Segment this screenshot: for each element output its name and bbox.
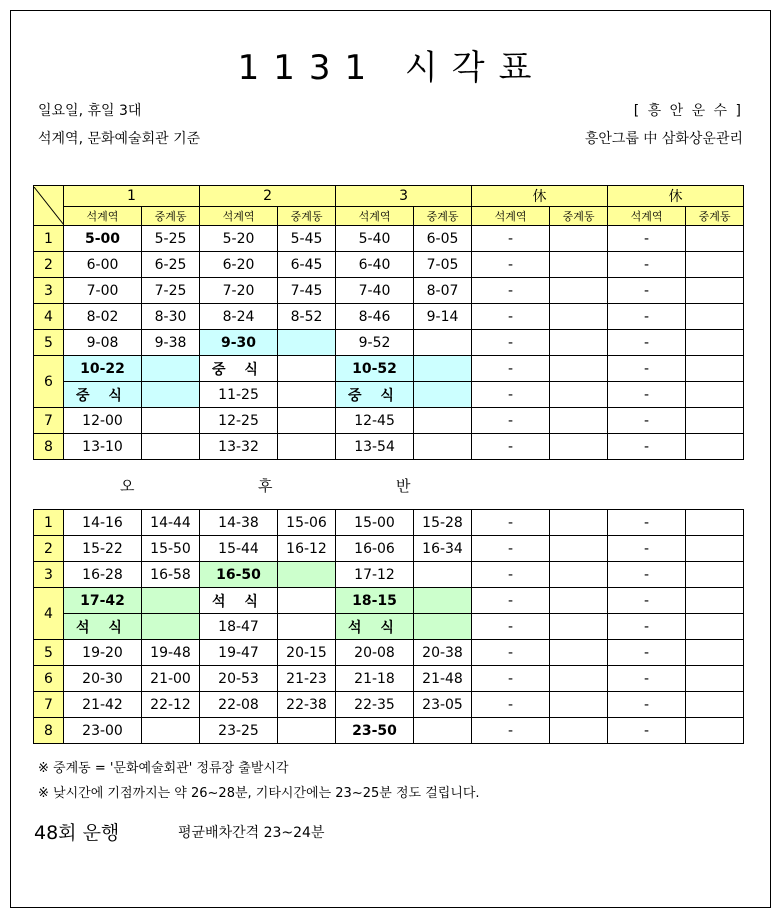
- lunch-break-cell: 중 식: [200, 356, 278, 382]
- time-cell: -: [608, 408, 686, 434]
- time-cell: [686, 562, 744, 588]
- row-number: 3: [34, 562, 64, 588]
- time-cell: [278, 330, 336, 356]
- time-cell: 7-00: [64, 278, 142, 304]
- time-cell: [686, 666, 744, 692]
- time-cell: -: [608, 382, 686, 408]
- time-cell: [414, 408, 472, 434]
- table-row: [34, 536, 744, 562]
- time-cell: [278, 356, 336, 382]
- corner-cell: [34, 186, 64, 226]
- time-cell: [142, 588, 200, 614]
- time-cell: 7-20: [200, 278, 278, 304]
- row-number: 2: [34, 536, 64, 562]
- row-number: 3: [34, 278, 64, 304]
- time-cell: -: [608, 536, 686, 562]
- time-cell: 13-32: [200, 434, 278, 460]
- subheader: 석계역: [200, 207, 278, 226]
- time-cell: 22-35: [336, 692, 414, 718]
- time-cell: 20-15: [278, 640, 336, 666]
- time-cell: 7-40: [336, 278, 414, 304]
- time-cell: 9-52: [336, 330, 414, 356]
- time-cell: [142, 408, 200, 434]
- time-cell: 20-38: [414, 640, 472, 666]
- time-cell: 17-42: [64, 588, 142, 614]
- table-row: [34, 510, 744, 536]
- row-number: 5: [34, 640, 64, 666]
- time-cell: [686, 614, 744, 640]
- company-name: [ 흥 안 운 수 ]: [633, 103, 743, 119]
- time-cell: 16-06: [336, 536, 414, 562]
- time-cell: 5-25: [142, 226, 200, 252]
- group-header: 1: [64, 186, 200, 207]
- time-cell: [686, 408, 744, 434]
- time-cell: 23-50: [336, 718, 414, 744]
- time-cell: -: [608, 252, 686, 278]
- time-cell: 20-30: [64, 666, 142, 692]
- time-cell: -: [472, 536, 550, 562]
- time-cell: -: [608, 692, 686, 718]
- time-cell: 9-38: [142, 330, 200, 356]
- time-cell: -: [608, 226, 686, 252]
- time-cell: 11-25: [200, 382, 278, 408]
- time-cell: 8-52: [278, 304, 336, 330]
- dinner-break-cell: 석 식: [64, 614, 142, 640]
- time-cell: 7-45: [278, 278, 336, 304]
- time-cell: [550, 536, 608, 562]
- time-cell: 19-48: [142, 640, 200, 666]
- time-cell: 13-10: [64, 434, 142, 460]
- time-cell: [550, 692, 608, 718]
- dinner-break-cell: 석 식: [336, 614, 414, 640]
- table-row: [34, 252, 744, 278]
- time-cell: 18-47: [200, 614, 278, 640]
- time-cell: 17-12: [336, 562, 414, 588]
- group-header: 休: [608, 186, 744, 207]
- time-cell: 15-44: [200, 536, 278, 562]
- lunch-break-cell: 중 식: [64, 382, 142, 408]
- time-cell: [686, 304, 744, 330]
- time-cell: [550, 434, 608, 460]
- time-cell: [550, 330, 608, 356]
- lunch-break-cell: 중 식: [336, 382, 414, 408]
- time-cell: 8-24: [200, 304, 278, 330]
- group-header: 休: [472, 186, 608, 207]
- subheader: 중계동: [278, 207, 336, 226]
- group-header: 2: [200, 186, 336, 207]
- time-cell: 8-46: [336, 304, 414, 330]
- time-cell: -: [608, 614, 686, 640]
- time-cell: 14-38: [200, 510, 278, 536]
- time-cell: -: [608, 278, 686, 304]
- time-cell: 19-20: [64, 640, 142, 666]
- time-cell: 16-12: [278, 536, 336, 562]
- time-cell: [550, 252, 608, 278]
- table-row: [34, 692, 744, 718]
- management-info: 흥안그룹 中 삼화상운관리: [584, 131, 743, 147]
- subheader: 석계역: [64, 207, 142, 226]
- time-cell: 8-30: [142, 304, 200, 330]
- table-row: [34, 408, 744, 434]
- time-cell: 15-22: [64, 536, 142, 562]
- time-cell: -: [608, 666, 686, 692]
- time-cell: [414, 718, 472, 744]
- afternoon-timetable: [33, 509, 744, 744]
- time-cell: [686, 356, 744, 382]
- time-cell: [686, 640, 744, 666]
- time-cell: [278, 614, 336, 640]
- subheader: 중계동: [414, 207, 472, 226]
- time-cell: [550, 278, 608, 304]
- time-cell: 6-45: [278, 252, 336, 278]
- time-cell: [414, 382, 472, 408]
- time-cell: 15-00: [336, 510, 414, 536]
- time-cell: [278, 408, 336, 434]
- table-row: [34, 640, 744, 666]
- table-row: [34, 666, 744, 692]
- total-runs: 48회 운행: [34, 822, 120, 844]
- time-cell: [278, 562, 336, 588]
- time-cell: 10-52: [336, 356, 414, 382]
- time-cell: [550, 356, 608, 382]
- row-number: 6: [34, 666, 64, 692]
- time-cell: [686, 382, 744, 408]
- time-cell: -: [472, 640, 550, 666]
- time-cell: -: [472, 330, 550, 356]
- time-cell: 13-54: [336, 434, 414, 460]
- time-cell: -: [608, 588, 686, 614]
- table-row: [34, 304, 744, 330]
- row-number: 2: [34, 252, 64, 278]
- time-cell: 16-58: [142, 562, 200, 588]
- time-cell: 8-02: [64, 304, 142, 330]
- time-cell: -: [472, 356, 550, 382]
- time-cell: [278, 382, 336, 408]
- time-cell: 20-08: [336, 640, 414, 666]
- afternoon-label-3: 반: [396, 477, 411, 495]
- time-cell: -: [608, 304, 686, 330]
- time-cell: 15-06: [278, 510, 336, 536]
- time-cell: 12-00: [64, 408, 142, 434]
- time-cell: [550, 304, 608, 330]
- time-cell: [414, 588, 472, 614]
- time-cell: 12-45: [336, 408, 414, 434]
- time-cell: [550, 640, 608, 666]
- subheader: 중계동: [550, 207, 608, 226]
- time-cell: [550, 382, 608, 408]
- time-cell: 12-25: [200, 408, 278, 434]
- table-row: [34, 382, 744, 408]
- time-cell: [686, 718, 744, 744]
- reference-stops: 석계역, 문화예술회관 기준: [38, 131, 201, 147]
- time-cell: [550, 562, 608, 588]
- row-number: 7: [34, 692, 64, 718]
- time-cell: [142, 356, 200, 382]
- time-cell: -: [472, 252, 550, 278]
- time-cell: 9-08: [64, 330, 142, 356]
- time-cell: 21-23: [278, 666, 336, 692]
- time-cell: -: [472, 304, 550, 330]
- average-interval: 평균배차간격 23~24분: [178, 825, 325, 841]
- time-cell: 9-14: [414, 304, 472, 330]
- time-cell: 8-07: [414, 278, 472, 304]
- note-stop-definition: ※ 중계동 = '문화예술회관' 정류장 출발시각: [38, 761, 289, 776]
- table-row: [34, 226, 744, 252]
- page-title: 1131 시각표: [237, 48, 546, 88]
- time-cell: 6-20: [200, 252, 278, 278]
- subheader: 석계역: [472, 207, 550, 226]
- time-cell: -: [472, 588, 550, 614]
- time-cell: 7-05: [414, 252, 472, 278]
- time-cell: [686, 692, 744, 718]
- time-cell: [686, 510, 744, 536]
- time-cell: [278, 588, 336, 614]
- subheader: 중계동: [686, 207, 744, 226]
- time-cell: 23-25: [200, 718, 278, 744]
- time-cell: 5-20: [200, 226, 278, 252]
- table-row: [34, 588, 744, 614]
- table-row: [34, 562, 744, 588]
- time-cell: [550, 666, 608, 692]
- time-cell: 14-16: [64, 510, 142, 536]
- time-cell: -: [608, 718, 686, 744]
- time-cell: -: [608, 562, 686, 588]
- note-travel-time: ※ 낮시간에 기점까지는 약 26~28분, 기타시간에는 23~25분 정도 걸립니다.: [38, 786, 480, 801]
- table-row: [34, 434, 744, 460]
- time-cell: 6-25: [142, 252, 200, 278]
- time-cell: -: [472, 408, 550, 434]
- time-cell: 21-18: [336, 666, 414, 692]
- row-number: 7: [34, 408, 64, 434]
- time-cell: 21-48: [414, 666, 472, 692]
- time-cell: 9-30: [200, 330, 278, 356]
- time-cell: 16-28: [64, 562, 142, 588]
- time-cell: -: [472, 562, 550, 588]
- time-cell: 6-00: [64, 252, 142, 278]
- row-number: 1: [34, 226, 64, 252]
- row-number: 4: [34, 304, 64, 330]
- time-cell: [142, 718, 200, 744]
- row-number: 6: [34, 356, 64, 408]
- time-cell: 20-53: [200, 666, 278, 692]
- time-cell: -: [472, 226, 550, 252]
- time-cell: [142, 382, 200, 408]
- time-cell: [550, 718, 608, 744]
- time-cell: -: [472, 718, 550, 744]
- time-cell: [278, 434, 336, 460]
- dinner-break-cell: 석 식: [200, 588, 278, 614]
- time-cell: -: [472, 434, 550, 460]
- time-cell: [686, 330, 744, 356]
- time-cell: 5-00: [64, 226, 142, 252]
- time-cell: 22-38: [278, 692, 336, 718]
- time-cell: 19-47: [200, 640, 278, 666]
- time-cell: [278, 718, 336, 744]
- time-cell: [550, 408, 608, 434]
- time-cell: [414, 562, 472, 588]
- time-cell: -: [608, 330, 686, 356]
- afternoon-label-2: 후: [258, 477, 273, 495]
- time-cell: [686, 434, 744, 460]
- time-cell: 10-22: [64, 356, 142, 382]
- time-cell: 21-00: [142, 666, 200, 692]
- afternoon-label-1: 오: [120, 477, 135, 495]
- time-cell: [686, 226, 744, 252]
- time-cell: [550, 588, 608, 614]
- time-cell: 22-08: [200, 692, 278, 718]
- time-cell: 15-28: [414, 510, 472, 536]
- time-cell: [686, 278, 744, 304]
- row-number: 1: [34, 510, 64, 536]
- table-row: [34, 356, 744, 382]
- time-cell: -: [472, 382, 550, 408]
- time-cell: -: [608, 510, 686, 536]
- row-number: 8: [34, 718, 64, 744]
- time-cell: 16-34: [414, 536, 472, 562]
- time-cell: -: [472, 510, 550, 536]
- table-row: [34, 278, 744, 304]
- row-number: 4: [34, 588, 64, 640]
- morning-timetable: [33, 185, 744, 460]
- time-cell: [414, 434, 472, 460]
- time-cell: -: [472, 614, 550, 640]
- time-cell: 21-42: [64, 692, 142, 718]
- time-cell: -: [472, 666, 550, 692]
- time-cell: [550, 226, 608, 252]
- time-cell: 7-25: [142, 278, 200, 304]
- subheader: 중계동: [142, 207, 200, 226]
- time-cell: [142, 614, 200, 640]
- table-row: [34, 614, 744, 640]
- time-cell: [142, 434, 200, 460]
- time-cell: [686, 252, 744, 278]
- row-number: 8: [34, 434, 64, 460]
- time-cell: -: [608, 640, 686, 666]
- time-cell: 23-05: [414, 692, 472, 718]
- time-cell: 23-00: [64, 718, 142, 744]
- time-cell: [414, 614, 472, 640]
- time-cell: 16-50: [200, 562, 278, 588]
- table-row: [34, 718, 744, 744]
- table-row: [34, 330, 744, 356]
- time-cell: [414, 330, 472, 356]
- subheader: 석계역: [336, 207, 414, 226]
- time-cell: [550, 614, 608, 640]
- group-header: 3: [336, 186, 472, 207]
- time-cell: 15-50: [142, 536, 200, 562]
- time-cell: 18-15: [336, 588, 414, 614]
- time-cell: [686, 588, 744, 614]
- time-cell: 22-12: [142, 692, 200, 718]
- time-cell: 14-44: [142, 510, 200, 536]
- time-cell: -: [472, 278, 550, 304]
- time-cell: -: [472, 692, 550, 718]
- time-cell: [686, 536, 744, 562]
- time-cell: 5-40: [336, 226, 414, 252]
- subheader: 석계역: [608, 207, 686, 226]
- time-cell: -: [608, 434, 686, 460]
- row-number: 5: [34, 330, 64, 356]
- time-cell: -: [608, 356, 686, 382]
- time-cell: 5-45: [278, 226, 336, 252]
- service-days: 일요일, 휴일 3대: [38, 103, 142, 119]
- time-cell: 6-05: [414, 226, 472, 252]
- time-cell: [550, 510, 608, 536]
- time-cell: [414, 356, 472, 382]
- time-cell: 6-40: [336, 252, 414, 278]
